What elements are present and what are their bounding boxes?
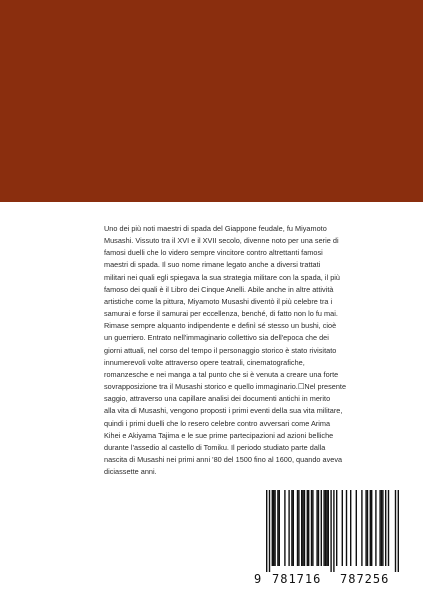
barcode-right-group: 787256 [340,572,390,586]
barcode-bar [308,490,309,566]
barcode-bar [304,490,305,566]
barcode-bar [273,490,274,566]
barcode-bar [356,490,357,566]
barcode-bar [388,490,389,566]
barcode-first-digit: 9 [254,572,262,586]
blurb-line: sovrapposizione tra il Musashi storico e quello immaginario.☐Nel presente [104,382,347,392]
barcode-bar [379,490,380,566]
barcode-bar [382,490,383,566]
barcode-guard-bar [398,490,399,572]
barcode-bar [288,490,289,566]
blurb-line: romanzesche e nei manga a tal punto che si è venuta a creare una forte [104,369,339,379]
blurb-line: un guerriero. Entrato nell'immaginario collettivo sia dell'epoca che dei [104,333,329,343]
barcode-bar [284,490,285,566]
barcode-guard-bar [269,490,270,572]
barcode-bar [328,490,329,566]
barcode-bar [302,490,303,566]
barcode-bar [277,490,278,566]
barcode-bar [325,490,326,566]
barcode-bar [298,490,299,566]
blurb-line: nascita di Musashi nei primi anni '80 del 1500 fino al 1600, quando aveva [104,454,343,464]
barcode-bar [301,490,302,566]
blurb-line: Rimase sempre alquanto indipendente e definì sé stesso un bushi, cioè [104,321,337,331]
barcode-bar [291,490,292,566]
barcode-digits [252,572,404,586]
barcode-bar [371,490,372,566]
blurb-line: durante l'assedio al castello di Tomiku. Il periodo studiato parte dalla [104,442,326,452]
barcode-bar [385,490,386,566]
blurb-line: militari nei quali egli spiegava la sua strategia militare con la spada, il più [104,272,341,282]
back-cover-blurb [104,223,347,478]
barcode-bar [311,490,312,566]
blurb-line: artistiche come la pittura, Miyamoto Musashi diventò il più celebre tra i [104,296,333,306]
blurb-line: innumerevoli volte attraverso opere teatrali, cinematografiche, [104,357,305,367]
barcode-bars [252,488,404,572]
blurb-line: Musashi. Vissuto tra il XVI e il XVII secolo, divenne noto per una serie di [104,236,339,246]
barcode-bar [365,490,366,566]
barcode-bar [361,490,362,566]
barcode-bar [370,490,371,566]
barcode-bar [274,490,275,566]
blurb-line: famosi duelli che lo videro sempre vincitore contro altrettanti famosi [104,248,323,258]
barcode-bar [307,490,308,566]
barcode-bar [279,490,280,566]
barcode-bar [318,490,319,566]
isbn-barcode [252,488,404,586]
barcode-bar [321,490,322,566]
barcode-bar [323,490,324,566]
barcode-left-group: 781716 [272,572,322,586]
barcode-bar [312,490,313,566]
barcode-bar [375,490,376,566]
barcode-bar [316,490,317,566]
blurb-line: saggio, attraverso una capillare analisi dei documenti antichi in merito [104,394,331,404]
barcode-bar [336,490,337,566]
barcode-bar [297,490,298,566]
blurb-line: Uno dei più noti maestri di spada del Giappone feudale, fu Miyamoto [104,224,327,233]
barcode-guard-bar [266,490,267,572]
barcode-bar [326,490,327,566]
blurb-line: famoso dei quali è il Libro dei Cinque Anelli. Abile anche in altre attività [104,284,334,294]
barcode-bar [272,490,273,566]
blurb-line: diciassette anni. [104,467,157,477]
blurb-line: samurai e forse il samurai per eccellenza, benché, di fatto non lo fu mai. [104,309,338,319]
blurb-line: Kihei e Akiyama Tajima e le sue prime partecipazioni ad azioni belliche [104,430,334,440]
barcode-bar [342,490,343,566]
blurb-line: maestri di spada. Il suo nome rimane legato anche a diversi trattati [104,260,321,270]
blurb-line: giorni attuali, nel corso del tempo il personaggio storico è stato rivisitato [104,345,337,355]
blurb-line: alla vita di Musashi, vengono proposti i primi eventi della sua vita militare, [104,406,343,416]
cover-color-band [0,0,423,202]
blurb-line: quindi i primi duelli che lo resero celebre contro avversari come Arima [104,418,331,428]
barcode-bar [350,490,351,566]
barcode-bar [293,490,294,566]
barcode-guard-bar [330,490,331,572]
barcode-guard-bar [333,490,334,572]
barcode-bar [381,490,382,566]
barcode-bar [346,490,347,566]
barcode-bar [367,490,368,566]
barcode-guard-bar [395,490,396,572]
